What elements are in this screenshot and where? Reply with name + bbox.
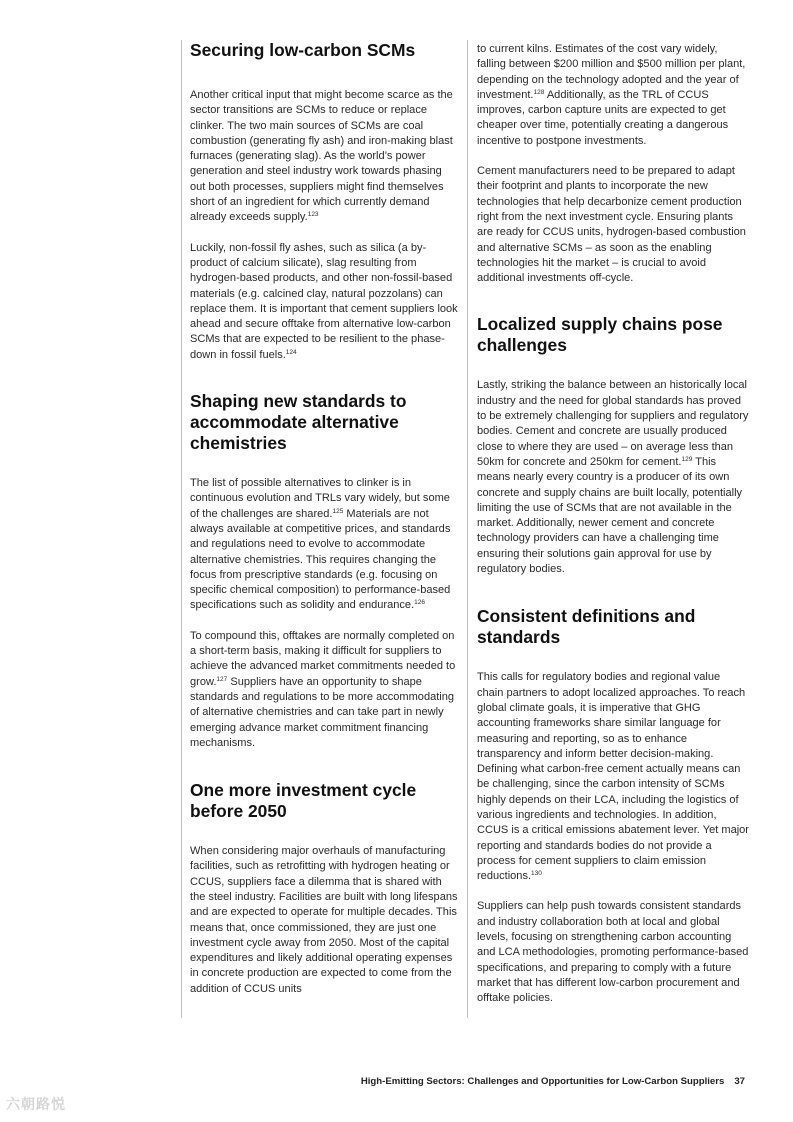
footnote-ref: 130 (531, 870, 542, 878)
left-column-rule (181, 40, 182, 1018)
paragraph: Lastly, striking the balance between an historically local industry and the need for global standards has proved to be extremely challenging for suppliers and regulatory bodies. Cement and concrete are usually produced close to where they are used – on average less than 50km for concrete and 250km for cement.$^{129}$ This means nearly every country is a producer of its own concrete and supply chains are built locally, potentially limiting the use of SCMs that are not available in the market. Additionally, newer cement and concrete technology providers can have a challenging time ensuring their solutions gain approval for use by regulatory bodies. (477, 379, 749, 576)
heading-investment-cycle: One more investment cycle before 2050 (190, 780, 417, 822)
page-number: 37 (734, 1076, 745, 1087)
paragraph: Another critical input that might become scarce as the sector transitions are SCMs to reduce or replace clinker. The two main sources of SCMs are coal combustion (generating fly ash) and iron-making blast furnaces (generating slag). As the world’s power generation and steel industry work towards phasing out both processes, suppliers might find themselves short of an ingredient for which currently demand already exceeds supply.$^{123}$ (190, 89, 453, 224)
paragraph: This calls for regulatory bodies and regional value chain partners to adopt localized approaches. To reach global climate goals, it is imperative that GHG accounting frameworks share similar language for measuring and reporting, so as to enhance transparency and inform better decision-making. Defining what carbon-free cement actually means can be challenging, since the carbon intensity of SCMs highly depends on their LCA, including the logistics of various ingredients and technologies. In addition, CCUS is a critical emissions abatement lever. Yet major reporting and standards bodies do not provide a process for cement suppliers to claim emission reductions.$^{130}$ (477, 671, 749, 883)
paragraph: Luckily, non-fossil fly ashes, such as silica (a by-product of calcium silicate), slag resulting from hydrogen-based products, and other non-fossil-based materials (e.g. calcined clay, natural pozzolans) can replace them. It is important that cement suppliers look ahead and secure offtake from alternative low-carbon SCMs that are expected to be resilient to the phase-down in fossil fuels.$^{124}$ (190, 241, 458, 361)
footer-title: High-Emitting Sectors: Challenges and Opportunities for Low-Carbon Suppliers (360, 1076, 725, 1087)
heading-securing-scms: Securing low-carbon SCMs (190, 40, 416, 60)
paragraph: Suppliers can help push towards consistent standards and industry collaboration both at local and global levels, focusing on strengthening carbon accounting and LCA methodologies, promoting performance-based specifications, and preparing to comply with a future market that has different low-carbon procurement and offtake policies. (477, 900, 749, 1005)
paragraph: The list of possible alternatives to clinker is in continuous evolution and TRLs vary widely, but some of the challenges are shared.$^{125}$ Materials are not always available at competitive prices, and standards and regulations need to evolve to accommodate alternative chemistries. This requires changing the focus from prescriptive standards (e.g. focusing on specific chemical composition) to performance-based specifications such as solidity and endurance.$^{126}$ (190, 477, 451, 612)
watermark-logo: 六朝路悦 (6, 1096, 66, 1112)
middle-column-rule (467, 40, 468, 1018)
paragraph: Cement manufacturers need to be prepared to adapt their footprint and plants to incorporate the new technologies that help decarbonize cement production right from the next investment cycle. Ensuring plants are ready for CCUS units, hydrogen-based combustion and alternative SCMs – as soon as the enabling technologies hit the market – is crucial to avoid additional investments off-cycle. (477, 165, 746, 285)
footnote-ref: 128 (533, 88, 545, 96)
footnote-ref: 127 (216, 675, 228, 683)
paragraph: To compound this, offtakes are normally completed on a short-term basis, making it difficult for suppliers to achieve the advanced market commitments needed to grow.$^{127}$ Suppliers have an opportunity to shape standards and regulations to be more accommodating of alternative chemistries and can take part in newly emerging advance market commitment financing mechanisms. (190, 629, 456, 749)
footnote-ref: 126 (414, 599, 425, 607)
footnote-ref: 123 (307, 211, 319, 219)
footnote-ref: 124 (285, 348, 297, 356)
footnote-ref: 125 (332, 507, 344, 515)
footnote-ref: 129 (681, 455, 693, 463)
heading-consistent-definitions: Consistent definitions and standards (477, 606, 696, 648)
page-footer (0, 1076, 745, 1087)
paragraph: When considering major overhauls of manufacturing facilities, such as retrofitting with hydrogen heating or CCUS, suppliers face a dilemma that is shared with the steel industry. Facilities are built with long lifespans and are expected to operate for multiple decades. This means that, once commissioned, they are just one investment cycle away from 2050. Most of the capital expenditures and likely additional operating expenses in concrete production are expected to come from the addition of CCUS units (190, 845, 458, 995)
paragraph: to current kilns. Estimates of the cost vary widely, falling between $200 million and $500 million per plant, depending on the technology adopted and the year of investment.$^{128}$ Additionally, as the TRL of CCUS improves, carbon capture units are expected to get cheaper over time, potentially creating a dangerous incentive to postpone investments. (477, 43, 746, 147)
left-column (190, 40, 460, 997)
heading-localized-supply-chains: Localized supply chains pose challenges (477, 314, 723, 356)
right-column (477, 40, 749, 1007)
heading-shaping-standards: Shaping new standards to accommodate alternative chemistries (190, 391, 407, 454)
